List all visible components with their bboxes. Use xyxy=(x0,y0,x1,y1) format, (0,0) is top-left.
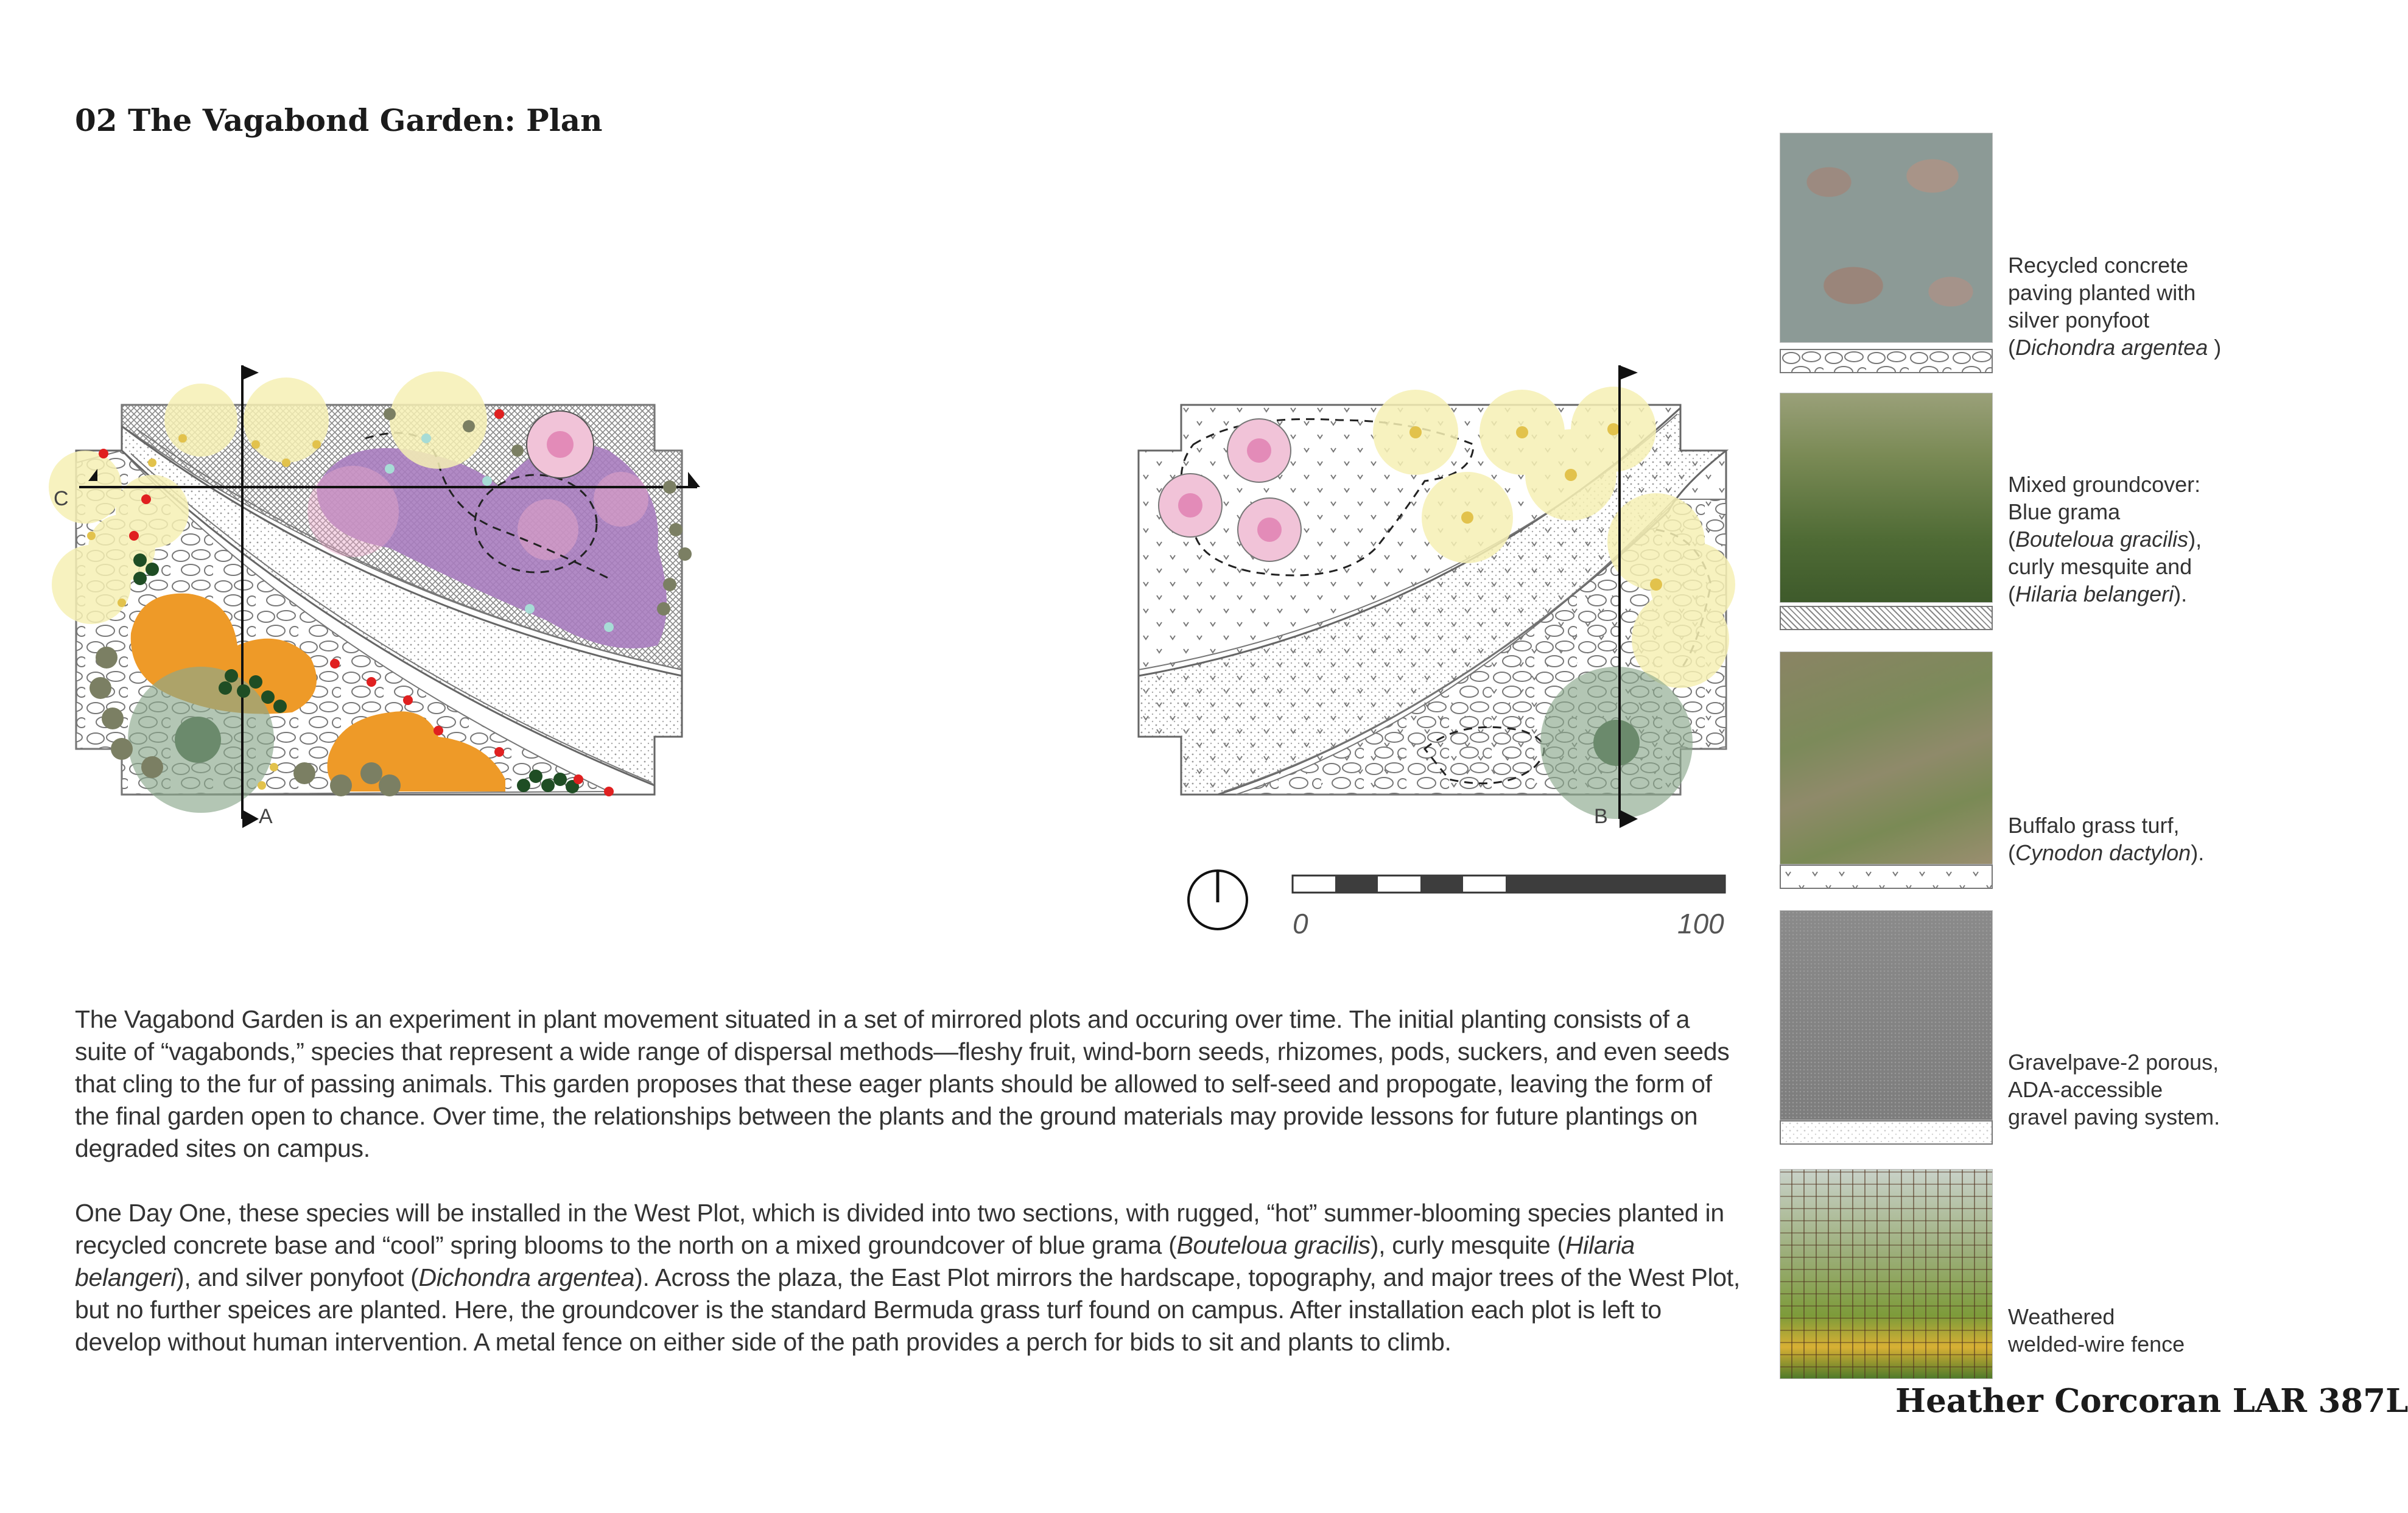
concrete-legend xyxy=(1780,349,1993,373)
description-paragraph-2: One Day One, these species will be installed in the West Plot, which is divided into two sections, with rugged, “hot” summer-blooming species planted in recycled concrete base and “cool” spring blooms to the north on a mixed groundcover of blue grama (Bouteloua gracilis), curly mesquite (Hilaria belangeri), and silver ponyfoot (Dichondra argentea). Across the plaza, the East Plot mirrors the hardscape, topography, and major trees of the West Plot, but no further speices are planted. Here, the groundcover is the standard Bermuda grass turf found on campus. After installation each plot is left to develop without human intervention. A metal fence on either side of the path provides a perch for bids to sit and plants to climb. xyxy=(75,1199,1740,1356)
scale-end-label: 100 xyxy=(1677,908,1724,939)
turf-photo xyxy=(1780,651,1993,865)
description-paragraph-1: The Vagabond Garden is an experiment in plant movement situated in a set of mirrored plots and occuring over time. The initial planting consists of a suite of “vagabonds,” species that represent a wide range of dispersal methods—fleshy fruit, wind-born seeds, rhizomes, pods, suckers, and even seeds that cling to the fur of passing animals. This garden proposes that these eager plants should be allowed to self-seed and propogate, leaving the form of the final garden open to chance. Over time, the relationships between the plants and the ground materials may provide lessons for future plantings on degraded sites on campus. xyxy=(75,1005,1730,1162)
concrete-photo xyxy=(1780,133,1993,343)
section-a-label: A xyxy=(259,805,273,828)
scale-bar xyxy=(1293,876,1725,893)
material-caption-groundcover: Mixed groundcover: Blue grama (Bouteloua gracilis), curly mesquite and (Hilaria belangeri). xyxy=(2008,472,2202,606)
north-arrow-icon xyxy=(1188,871,1247,929)
turf-legend xyxy=(1780,865,1993,889)
fence-photo xyxy=(1780,1169,1993,1379)
east-plot xyxy=(1139,365,1735,828)
author-credit: Heather Corcoran LAR 387L xyxy=(1895,1382,2408,1420)
material-swatch-concrete xyxy=(1780,133,1993,373)
material-swatch-turf xyxy=(1780,651,1993,889)
material-caption-concrete: Recycled concrete paving planted with silver ponyfoot (Dichondra argentea ) xyxy=(2008,253,2222,360)
scale-start-label: 0 xyxy=(1293,908,1308,939)
groundcover-legend xyxy=(1780,606,1993,630)
material-swatch-fence xyxy=(1780,1169,1993,1379)
material-caption-fence: Weathered welded-wire fence xyxy=(2008,1304,2185,1357)
section-c-label: C xyxy=(54,487,69,510)
gravel-legend xyxy=(1780,1120,1993,1145)
page-title: 02 The Vagabond Garden: Plan xyxy=(75,102,603,138)
material-caption-turf: Buffalo grass turf, (Cynodon dactylon). xyxy=(2008,813,2205,865)
gravel-photo xyxy=(1780,910,1993,1120)
material-swatch-groundcover xyxy=(1780,393,1993,630)
groundcover-photo xyxy=(1780,393,1993,603)
material-caption-gravel: Gravelpave-2 porous, ADA-accessible gravel paving system. xyxy=(2008,1050,2220,1129)
material-swatch-gravel xyxy=(1780,910,1993,1145)
section-b-label: B xyxy=(1594,805,1608,828)
